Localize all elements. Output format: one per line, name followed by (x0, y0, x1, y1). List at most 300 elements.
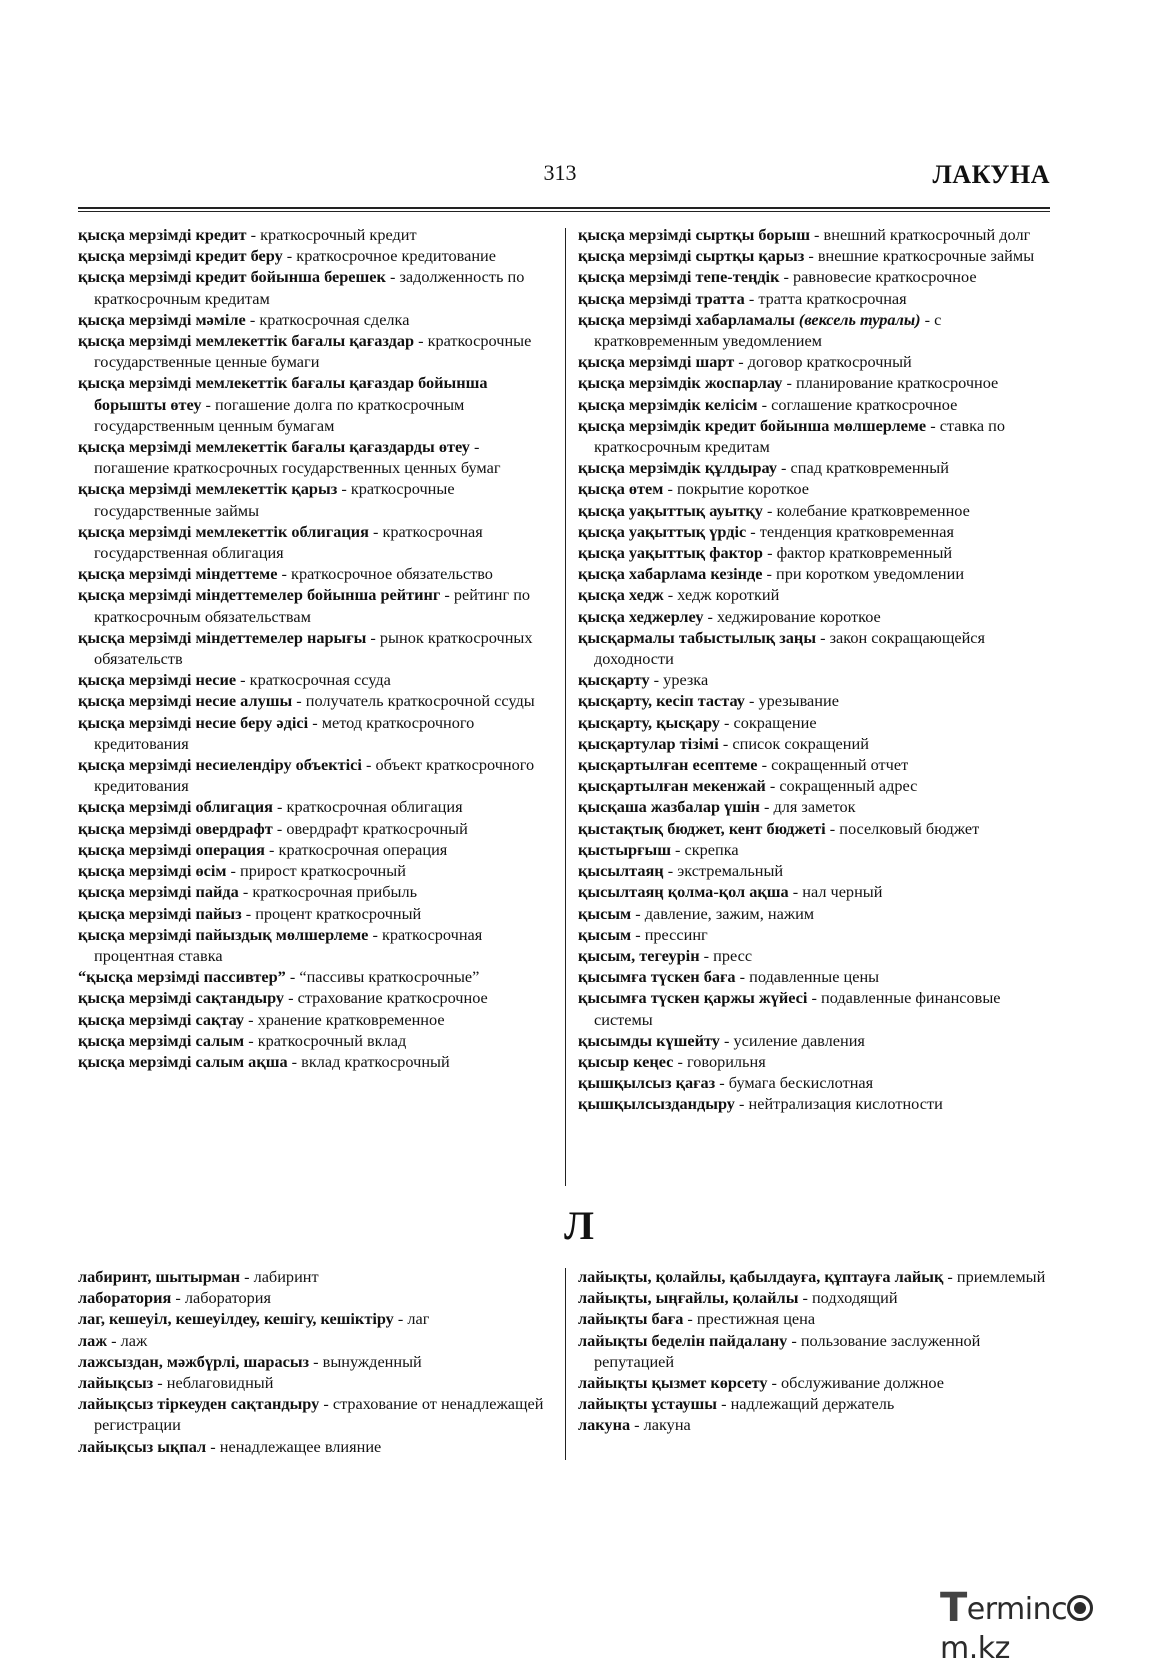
entry-translation: усиление давления (733, 1030, 865, 1050)
entry-term: қысқа мерзімді несиелендіру объектісі (78, 755, 362, 775)
dictionary-entry (578, 500, 1058, 521)
entry-term: қысқаша жазбалар үшін (578, 797, 760, 817)
dictionary-entry (578, 1330, 1058, 1372)
dictionary-entry (578, 1287, 1058, 1308)
entry-term: қысқа мерзімді несие беру әдісі (78, 712, 309, 732)
entry-translation: лаг (407, 1309, 430, 1329)
entry-term: қысқа мерзімді операция (78, 839, 265, 859)
entry-term: лайықты баға (578, 1309, 684, 1329)
entry-term: қысқа мерзімді кредит бойынша берешек (78, 267, 386, 287)
entry-separator: - (287, 1051, 302, 1071)
dictionary-entry (578, 669, 1058, 690)
dictionary-entry (78, 224, 556, 245)
dictionary-entry (78, 754, 556, 796)
entry-term: қысқарту (578, 670, 650, 690)
dictionary-entry (78, 584, 556, 626)
entry-translation: лакуна (643, 1415, 691, 1435)
entry-translation: краткосрочное обязательство (291, 564, 493, 584)
entry-separator: - (361, 755, 376, 775)
dictionary-entry (578, 1093, 1058, 1114)
entry-translation: ставка по краткосрочным кредитам (594, 415, 1005, 457)
entry-term: лайықты беделін пайдалану (578, 1330, 788, 1350)
dictionary-entry (78, 1372, 556, 1393)
entry-translation: рынок краткосрочных обязательств (94, 627, 533, 669)
entry-translation: неблаговидный (166, 1373, 274, 1393)
entry-term: қысқарту, кесіп тастау (578, 691, 745, 711)
entry-separator: - (746, 521, 760, 541)
letter-heading: Л (564, 1203, 594, 1248)
entry-term: қысқа мерзімді тратта (578, 288, 745, 308)
entry-separator: - (630, 1415, 644, 1435)
dictionary-entry (578, 224, 1058, 245)
entry-translation: закон сокращающейся доходности (594, 627, 986, 669)
entry-translation: с кратковременным уведомлением (594, 309, 942, 351)
entry-separator: - (292, 691, 306, 711)
entry-term: қысыр кеңес (578, 1051, 674, 1071)
dictionary-entry (578, 881, 1058, 902)
dictionary-entry (578, 754, 1058, 775)
dictionary-entry (78, 796, 556, 817)
entry-translation: тенденция кратковременная (759, 521, 954, 541)
entry-separator: - (744, 691, 759, 711)
entry-term: қысқарту, қысқару (578, 712, 720, 732)
entry-term: қысқа мерзімдік жоспарлау (578, 373, 783, 393)
entry-translation: покрытие короткое (676, 479, 809, 499)
entry-translation: престижная цена (696, 1309, 816, 1329)
entry-translation: получатель краткосрочной ссуды (305, 691, 535, 711)
entry-translation: погашение долга по краткосрочным государственным ценным бумагам (94, 394, 465, 435)
entry-term: қысқа мерзімді сыртқы қарыз (578, 246, 805, 266)
entry-translation: страхование краткосрочное (297, 988, 488, 1008)
dictionary-entry (78, 1436, 556, 1457)
entry-term: қысқармалы табыстылық заңы (578, 627, 817, 647)
entry-term: қысқа хеджерлеу (578, 606, 704, 626)
entry-separator: - (809, 225, 824, 244)
entry-term: қыстақтық бюджет, кент бюджеті (578, 818, 826, 838)
entry-translation: поселковый бюджет (839, 818, 980, 838)
entry-term: қышқылсыз қағаз (578, 1073, 716, 1093)
entry-term: қысымды күшейту (578, 1030, 720, 1050)
entry-separator: - (201, 394, 216, 414)
entry-separator: - (246, 225, 261, 244)
entry-term: лайықсыз (78, 1373, 154, 1393)
entry-separator: - (807, 988, 821, 1008)
dictionary-entry (78, 1009, 556, 1030)
entry-translation: нал черный (802, 882, 883, 902)
entry-separator: - (107, 1330, 121, 1350)
dictionary-entry (78, 839, 556, 860)
entry-translation: фактор кратковременный (776, 543, 953, 563)
dictionary-entry (578, 945, 1058, 966)
entry-term: қысқа мерзімді міндеттеме (78, 564, 278, 584)
dictionary-entry (78, 1266, 556, 1287)
entry-term: қысқа мерзімді кредит беру (78, 246, 283, 266)
entry-term: қысқа мерзімді салым (78, 1030, 245, 1050)
header-rule (78, 207, 1050, 209)
entry-translation: краткосрочный кредит (260, 225, 417, 244)
entry-separator: - (765, 776, 780, 796)
entry-term: қысқа мерзімді мемлекеттік қарыз (78, 479, 338, 499)
entry-term: қысқартылған мекенжай (578, 776, 766, 796)
entry-separator: - (788, 882, 803, 902)
dictionary-entry (578, 606, 1058, 627)
entry-term: лабиринт, шытырман (78, 1267, 241, 1286)
dictionary-entry (578, 309, 1058, 351)
dictionary-entry (578, 775, 1058, 796)
entry-term: лажсыздан, мәжбүрлі, шарасыз (78, 1351, 310, 1371)
dictionary-entry (78, 1330, 556, 1351)
entry-term: қысқа мерзімді мемлекеттік бағалы қағаздар (78, 331, 415, 351)
dictionary-entry (578, 903, 1058, 924)
entry-term: қысқа мерзімді пайыздық мөлшерлеме (78, 924, 369, 944)
entry-separator: - (245, 309, 260, 329)
entry-separator: - (744, 288, 759, 308)
entry-separator: - (673, 1051, 687, 1071)
entry-term: қыстырғыш (578, 839, 671, 859)
entry-term: лакуна (578, 1415, 631, 1435)
entry-term: қысым (578, 924, 632, 944)
entry-separator: - (920, 309, 935, 329)
dictionary-entry (578, 266, 1058, 287)
entry-separator: - (272, 818, 287, 838)
dictionary-entry (578, 1372, 1058, 1393)
entry-term: қысқартулар тізімі (578, 733, 719, 753)
entry-translation: подходящий (811, 1288, 898, 1308)
entry-translation: тратта краткосрочная (758, 288, 907, 308)
entry-translation: равновесие краткосрочное (793, 267, 977, 287)
entry-translation: внешние краткосрочные займы (817, 246, 1035, 266)
entry-term: лайықты, қолайлы, қабылдауға, құптауға лайық (578, 1267, 944, 1286)
entry-term: лайықты ұстаушы (578, 1394, 718, 1414)
entry-term: қысқа мерзімді облигация (78, 797, 273, 817)
entry-translation: “пассивы краткосрочные” (299, 967, 480, 987)
entry-term: қысқа мерзімді хабарламалы (578, 309, 795, 329)
entry-separator: - (368, 521, 383, 541)
dictionary-entry (578, 1414, 1058, 1435)
entry-separator: - (385, 267, 400, 287)
entry-translation: объект краткосрочного кредитования (94, 755, 535, 796)
entry-separator: - (241, 903, 256, 923)
entry-term: қысылтаяң қолма-қол ақша (578, 882, 789, 902)
entry-term: лайықсыз ықпал (78, 1436, 207, 1456)
dictionary-entry (578, 415, 1058, 457)
entry-translation: овердрафт краткосрочный (286, 818, 468, 838)
entry-term: қысқа мерзімді сақтандыру (78, 988, 285, 1008)
dictionary-entry (78, 966, 556, 987)
entry-translation: страхование от ненадлежащей регистрации (94, 1394, 544, 1435)
entry-translation: сокращение (733, 712, 817, 732)
entry-translation: хранение кратковременное (257, 1009, 445, 1029)
entry-separator: - (735, 967, 750, 987)
entry-separator: - (272, 797, 287, 817)
dictionary-entry (78, 372, 556, 436)
entry-separator: - (308, 712, 322, 732)
dictionary-entry (578, 1266, 1058, 1287)
entry-separator: - (440, 585, 454, 605)
entry-translation: лаж (120, 1330, 148, 1350)
entry-separator: - (699, 945, 714, 965)
entry-separator: - (631, 903, 645, 923)
entry-separator: - (368, 924, 382, 944)
entry-term: қысқа мерзімді міндеттемелер бойынша рейтинг (78, 585, 441, 605)
entry-translation: прессинг (644, 924, 708, 944)
entry-separator: - (663, 861, 678, 881)
entry-separator: - (762, 500, 777, 520)
dictionary-entry (578, 1072, 1058, 1093)
dictionary-entry (578, 818, 1058, 839)
entry-term: қысқа мерзімдік кредит бойынша мөлшерлеме (578, 415, 927, 435)
dictionary-entry (578, 1030, 1058, 1051)
entry-translation: договор краткосрочный (747, 352, 912, 372)
entry-term: қысымға түскен қаржы жүйесі (578, 988, 808, 1008)
entry-translation: при коротком уведомлении (776, 564, 965, 584)
dictionary-entry (578, 394, 1058, 415)
entry-translation: подавленные цены (749, 967, 880, 987)
dictionary-entry (78, 266, 556, 308)
entry-translation: прирост краткосрочный (240, 861, 406, 881)
dictionary-entry (578, 1308, 1058, 1329)
entry-term: қысылтаяң (578, 861, 664, 881)
entry-separator: - (762, 564, 777, 584)
entry-separator: - (282, 246, 297, 266)
dictionary-entry (78, 627, 556, 669)
entry-term: қысқа уақыттық үрдіс (578, 521, 747, 541)
entry-translation: скрепка (684, 839, 739, 859)
dictionary-entry (78, 712, 556, 754)
entry-term: қысқа мерзімді шарт (578, 352, 735, 372)
entry-separator: - (238, 882, 253, 902)
column-divider (565, 1268, 566, 1460)
entry-term: лаборатория (78, 1288, 172, 1308)
entry-separator: - (763, 543, 777, 563)
dictionary-entry (78, 690, 556, 711)
entry-translation: спад кратковременный (790, 458, 949, 478)
entry-translation: задолженность по краткосрочным кредитам (94, 267, 525, 308)
entry-separator: - (798, 1288, 812, 1308)
entry-translation: внешний краткосрочный долг (823, 225, 1031, 244)
entry-translation: колебание кратковременное (776, 500, 970, 520)
entry-separator: - (670, 839, 685, 859)
entry-translation: обслуживание должное (781, 1373, 944, 1393)
entry-translation: сокращенный адрес (779, 776, 918, 796)
entry-separator: - (757, 755, 772, 775)
entry-term: қысқа мерзімді овердрафт (78, 818, 273, 838)
entry-translation: пользование заслуженной репутацией (594, 1330, 981, 1371)
entry-term: қысқа мерзімді несие (78, 670, 237, 690)
entry-translation: краткосрочная прибыль (252, 882, 418, 902)
entry-term: қысым, тегеурін (578, 945, 700, 965)
entry-separator: - (285, 967, 300, 987)
dictionary-entry (78, 309, 556, 330)
entry-separator: - (337, 479, 351, 499)
entry-translation: краткосрочные государственные займы (94, 479, 455, 520)
section2-left-column (78, 1266, 556, 1457)
dictionary-entry (578, 987, 1058, 1029)
dictionary-entry (78, 669, 556, 690)
entry-separator: - (649, 670, 664, 690)
entry-separator: - (284, 988, 298, 1008)
dictionary-entry (78, 436, 556, 478)
entry-translation: хеджирование короткое (717, 606, 881, 626)
page-number: 313 (543, 160, 577, 185)
entry-term: қысқа мерзімді кредит (78, 225, 247, 244)
entry-term: лаж (78, 1330, 108, 1350)
dictionary-entry (78, 818, 556, 839)
entry-term: қысқа уақыттық фактор (578, 543, 763, 563)
entry-translation: краткосрочная операция (278, 839, 448, 859)
entry-translation: для заметок (773, 797, 856, 817)
entry-term: қысқа хедж (578, 585, 664, 605)
dictionary-entry (578, 627, 1058, 669)
entry-separator: - (244, 1030, 258, 1050)
entry-separator: - (153, 1373, 167, 1393)
entry-separator: - (719, 1030, 734, 1050)
dictionary-entry (578, 1051, 1058, 1072)
entry-translation: краткосрочная сделка (259, 309, 410, 329)
entry-translation: краткосрочная ссуда (249, 670, 391, 690)
entry-separator: - (734, 352, 748, 372)
entry-separator: - (943, 1267, 957, 1286)
entry-separator: - (206, 1436, 220, 1456)
header-rule-thin (78, 211, 1050, 212)
entry-separator: - (319, 1394, 333, 1414)
dictionary-entry (578, 457, 1058, 478)
dictionary-entry (578, 1393, 1058, 1414)
entry-term: “қысқа мерзімді пассивтер” (78, 967, 286, 987)
entry-separator: - (171, 1288, 185, 1308)
dictionary-entry (78, 1393, 556, 1435)
dictionary-entry (78, 330, 556, 372)
dictionary-entry (78, 563, 556, 584)
entry-translation: процент краткосрочный (255, 903, 422, 923)
entry-term: қышқылсыздандыру (578, 1094, 735, 1114)
termincom-logo: Termincm.kz (940, 1585, 1150, 1629)
entry-term: қысқа мерзімді міндеттемелер нарығы (78, 627, 367, 647)
entry-separator: - (309, 1351, 323, 1371)
entry-translation: список сокращений (732, 733, 869, 753)
entry-note: (вексель туралы) (794, 309, 921, 329)
entry-translation: краткосрочная процентная ставка (94, 924, 483, 965)
dictionary-entry (78, 1030, 556, 1051)
entry-separator: - (715, 1073, 729, 1093)
entry-translation: пресс (713, 945, 753, 965)
entry-separator: - (631, 924, 645, 944)
entry-separator: - (776, 458, 791, 478)
entry-term: қысқа мерзімдік құлдырау (578, 458, 777, 478)
running-head: ЛАКУНА (932, 160, 1050, 189)
dictionary-entry (578, 372, 1058, 393)
dictionary-entry (78, 1287, 556, 1308)
entry-term: қысқа мерзімді сыртқы борыш (578, 225, 810, 244)
dictionary-entry (578, 288, 1058, 309)
entry-term: қысқа мерзімді мәміле (78, 309, 246, 329)
entry-translation: метод краткосрочного кредитования (94, 712, 475, 753)
dictionary-entry (578, 712, 1058, 733)
entry-translation: экстремальный (677, 861, 784, 881)
entry-separator: - (787, 1330, 801, 1350)
entry-term: қысқа мерзімді мемлекеттік облигация (78, 521, 369, 541)
entry-separator: - (469, 437, 480, 457)
entry-separator: - (240, 1267, 254, 1286)
dictionary-entry (578, 924, 1058, 945)
entry-separator: - (718, 733, 733, 753)
entry-separator: - (366, 627, 380, 647)
dictionary-entry (578, 245, 1058, 266)
entry-term: қысым (578, 903, 632, 923)
entry-separator: - (244, 1009, 258, 1029)
dictionary-entry (78, 924, 556, 966)
dictionary-entry (578, 733, 1058, 754)
entry-translation: говорильня (686, 1051, 766, 1071)
dictionary-entry (578, 796, 1058, 817)
entry-term: лайықты қызмет көрсету (578, 1373, 768, 1393)
entry-separator: - (767, 1373, 782, 1393)
dictionary-entry (78, 245, 556, 266)
entry-separator: - (779, 267, 794, 287)
dictionary-entry (78, 881, 556, 902)
entry-separator: - (264, 839, 279, 859)
entry-term: қысқартылған есептеме (578, 755, 758, 775)
entry-term: қысқа мерзімді мемлекеттік бағалы қағаздарды өтеу (78, 437, 470, 457)
entry-translation: урезка (663, 670, 709, 690)
entry-translation: вклад краткосрочный (301, 1051, 450, 1071)
entry-term: қысқа мерзімді өсім (78, 861, 227, 881)
entry-separator: - (719, 712, 734, 732)
entry-translation: лаборатория (184, 1288, 271, 1308)
entry-separator: - (734, 1094, 749, 1114)
entry-translation: подавленные финансовые системы (594, 988, 1001, 1029)
entry-translation: планирование краткосрочное (795, 373, 999, 393)
entry-separator: - (277, 564, 292, 584)
dictionary-entry (78, 478, 556, 520)
entry-separator: - (782, 373, 796, 393)
dictionary-entry (78, 987, 556, 1008)
dictionary-entry (578, 542, 1058, 563)
dictionary-entry (78, 1351, 556, 1372)
entry-translation: краткосрочный вклад (257, 1030, 407, 1050)
entry-separator: - (663, 479, 677, 499)
dictionary-entry (578, 966, 1058, 987)
entry-term: лайықты, ыңғайлы, қолайлы (578, 1288, 799, 1308)
column-divider (565, 228, 566, 1186)
entry-term: қысқа уақыттық ауытқу (578, 500, 763, 520)
entry-translation: надлежащий держатель (730, 1394, 895, 1414)
section1-left-column (78, 224, 556, 1072)
dictionary-entry (78, 1308, 556, 1329)
entry-separator: - (816, 627, 830, 647)
entry-translation: рейтинг по краткосрочным обязательствам (94, 585, 531, 626)
dictionary-entry (78, 860, 556, 881)
entry-term: қысқа мерзімді салым ақша (78, 1051, 288, 1071)
dictionary-entry (578, 521, 1058, 542)
entry-term: қысқа мерзімді несие алушы (78, 691, 293, 711)
entry-translation: погашение краткосрочных государственных ценных бумаг (94, 458, 501, 478)
entry-term: лайықсыз тіркеуден сақтандыру (78, 1394, 320, 1414)
dictionary-entry (578, 839, 1058, 860)
entry-separator: - (683, 1309, 697, 1329)
dictionary-entry (578, 690, 1058, 711)
entry-translation: лабиринт (253, 1267, 319, 1286)
entry-translation: ненадлежащее влияние (219, 1436, 382, 1456)
entry-separator: - (757, 394, 772, 414)
entry-separator: - (226, 861, 241, 881)
entry-translation: нейтрализация кислотности (748, 1094, 943, 1114)
dictionary-entry (78, 521, 556, 563)
entry-term: қысқа мерзімді тепе-теңдік (578, 267, 780, 287)
entry-separator: - (236, 670, 250, 690)
dictionary-entry (578, 563, 1058, 584)
entry-translation: хедж короткий (677, 585, 780, 605)
